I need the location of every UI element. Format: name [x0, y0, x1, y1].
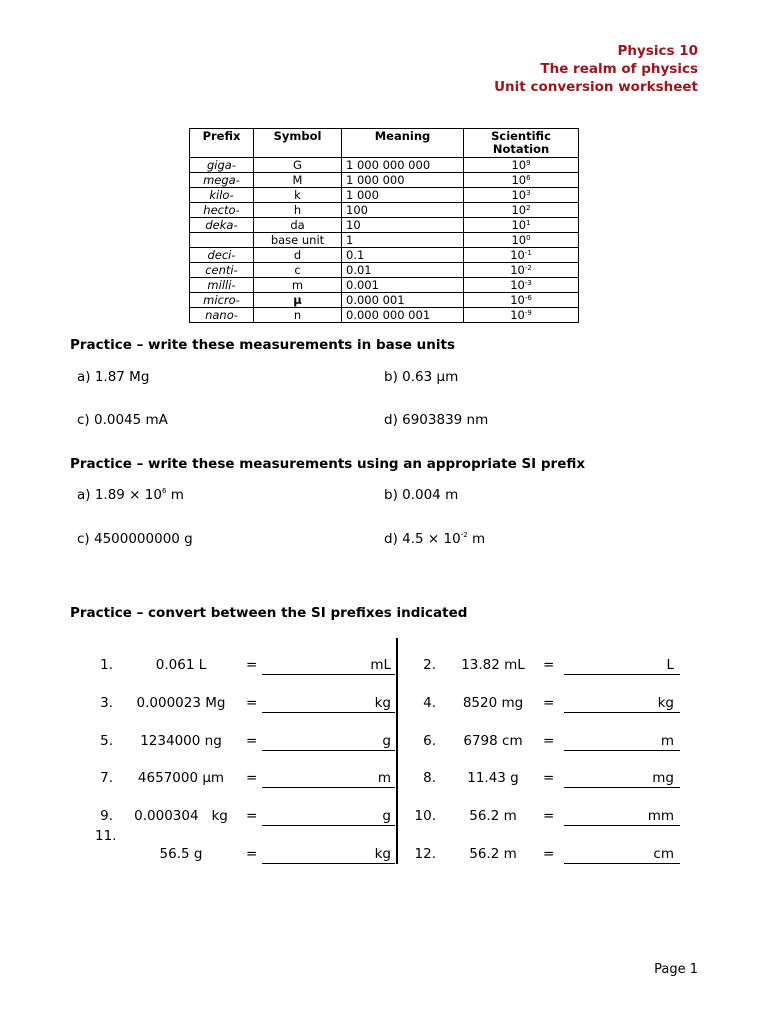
scientific-notation-cell — [464, 158, 579, 173]
symbol-cell: μ — [254, 293, 342, 308]
p2-d-base: d) 4.5 × 10 — [384, 531, 461, 547]
problem-number: 1. — [100, 657, 113, 673]
prefix-cell: giga- — [190, 158, 254, 173]
symbol-cell: c — [254, 263, 342, 278]
equals-sign: = — [543, 657, 555, 673]
meaning-cell: 0.001 — [342, 278, 464, 293]
notation-base: 10 — [510, 277, 525, 292]
problem-number: 11. — [95, 828, 117, 844]
symbol-cell: k — [254, 188, 342, 203]
prefix-cell: nano- — [190, 308, 254, 323]
given-quantity: 13.82 mL — [461, 657, 525, 673]
problem-number: 3. — [100, 695, 113, 711]
given-quantity: 56.2 m — [469, 808, 517, 824]
scientific-notation-cell — [464, 263, 579, 278]
equals-sign: = — [246, 808, 258, 824]
answer-blank[interactable] — [564, 674, 680, 675]
prefix-cell: deci- — [190, 248, 254, 263]
target-unit: L — [666, 657, 674, 673]
table-row — [190, 218, 579, 233]
equals-sign: = — [246, 695, 258, 711]
given-quantity: 11.43 g — [467, 770, 519, 786]
meaning-cell: 0.01 — [342, 263, 464, 278]
symbol-cell: m — [254, 278, 342, 293]
p2-a-base: a) 1.89 × 10 — [77, 487, 162, 503]
p2-a-exponent: 6 — [161, 487, 167, 495]
prefix-cell: kilo- — [190, 188, 254, 203]
course-title: Physics 10 — [617, 43, 698, 59]
scientific-notation-cell — [464, 248, 579, 263]
answer-blank[interactable] — [564, 825, 680, 826]
table-row — [190, 248, 579, 263]
prefix-cell — [190, 233, 254, 248]
target-unit: g — [382, 733, 391, 749]
problem-number: 12. — [414, 846, 436, 862]
meaning-cell: 10 — [342, 218, 464, 233]
given-quantity: 0.000023 Mg — [136, 695, 226, 711]
answer-blank[interactable] — [564, 787, 680, 788]
notation-base: 10 — [511, 172, 527, 187]
meaning-cell: 100 — [342, 203, 464, 218]
scientific-notation-cell — [464, 173, 579, 188]
table-row — [190, 188, 579, 203]
given-quantity: 0.061 L — [155, 657, 207, 673]
prefix-cell: centi- — [190, 263, 254, 278]
p2-question-b: b) 0.004 m — [384, 487, 459, 503]
p2-question-c: c) 4500000000 g — [77, 531, 193, 547]
meaning-cell: 1 000 — [342, 188, 464, 203]
answer-blank[interactable] — [564, 863, 680, 864]
symbol-cell: G — [254, 158, 342, 173]
equals-sign: = — [543, 808, 555, 824]
unit-title: The realm of physics — [540, 61, 698, 77]
p1-question-c: c) 0.0045 mA — [77, 412, 168, 428]
target-unit: kg — [374, 695, 391, 711]
target-unit: m — [377, 770, 391, 786]
scientific-notation-cell — [464, 188, 579, 203]
meaning-cell: 1 — [342, 233, 464, 248]
notation-exponent: -6 — [524, 293, 532, 302]
conversion-row — [0, 657, 768, 677]
notation-exponent: 2 — [526, 203, 531, 212]
p2-d-unit: m — [467, 531, 486, 547]
given-quantity: 0.000304 kg — [134, 808, 228, 824]
prefix-cell: milli- — [190, 278, 254, 293]
p2-a-unit: m — [166, 487, 184, 503]
practice1-title: Practice – write these measurements in base units — [70, 337, 455, 353]
notation-base: 10 — [511, 187, 527, 202]
p2-question-a — [77, 487, 184, 503]
symbol-cell: da — [254, 218, 342, 233]
notation-base: 10 — [511, 202, 527, 217]
notation-exponent: -2 — [524, 263, 532, 272]
notation-base: 10 — [511, 232, 527, 247]
scientific-notation-cell — [464, 308, 579, 323]
given-quantity: 56.2 m — [469, 846, 517, 862]
notation-exponent: 9 — [526, 158, 531, 167]
table-row — [190, 173, 579, 188]
answer-blank[interactable] — [564, 750, 680, 751]
conversion-row — [0, 808, 768, 828]
scientific-notation-cell — [464, 233, 579, 248]
problem-number: 2. — [423, 657, 436, 673]
problem-number: 4. — [423, 695, 436, 711]
notation-exponent: 6 — [526, 173, 531, 182]
target-unit: mL — [370, 657, 391, 673]
target-unit: kg — [657, 695, 674, 711]
notation-base: 10 — [511, 217, 527, 232]
notation-base: 10 — [511, 157, 527, 172]
given-quantity: 6798 cm — [463, 733, 523, 749]
table-row — [190, 308, 579, 323]
conversion-row — [0, 733, 768, 753]
target-unit: m — [660, 733, 674, 749]
practice3-title: Practice – convert between the SI prefixes indicated — [70, 605, 468, 621]
document-header — [494, 42, 698, 96]
symbol-cell: M — [254, 173, 342, 188]
page-number: Page 1 — [654, 962, 698, 977]
equals-sign: = — [543, 733, 555, 749]
notation-exponent: -9 — [524, 308, 532, 317]
meaning-cell: 1 000 000 000 — [342, 158, 464, 173]
given-quantity: 4657000 μm — [137, 770, 225, 786]
si-prefix-table — [189, 128, 579, 323]
equals-sign: = — [246, 846, 258, 862]
meaning-cell: 1 000 000 — [342, 173, 464, 188]
given-quantity: 56.5 g — [159, 846, 203, 862]
problem-number: 6. — [423, 733, 436, 749]
notation-base: 10 — [510, 307, 525, 322]
table-row — [190, 293, 579, 308]
notation-base: 10 — [510, 262, 525, 277]
meaning-cell: 0.000 000 001 — [342, 308, 464, 323]
equals-sign: = — [543, 846, 555, 862]
p1-question-a: a) 1.87 Mg — [77, 369, 150, 385]
target-unit: cm — [653, 846, 674, 862]
scientific-notation-cell — [464, 278, 579, 293]
p1-question-b: b) 0.63 μm — [384, 369, 459, 385]
target-unit: kg — [374, 846, 391, 862]
problem-number: 7. — [100, 770, 113, 786]
p2-question-d — [384, 531, 485, 547]
scientific-notation-cell — [464, 218, 579, 233]
conversion-row — [0, 846, 768, 866]
col-symbol: Symbol — [254, 129, 342, 158]
p1-question-d: d) 6903839 nm — [384, 412, 489, 428]
notation-base: 10 — [510, 292, 525, 307]
table-row — [190, 158, 579, 173]
notation-exponent: 3 — [526, 188, 531, 197]
answer-blank[interactable] — [564, 712, 680, 713]
notation-base: 10 — [510, 247, 525, 262]
notation-exponent: 1 — [526, 218, 531, 227]
prefix-cell: hecto- — [190, 203, 254, 218]
target-unit: g — [382, 808, 391, 824]
table-header-row — [190, 129, 579, 158]
table-row — [190, 263, 579, 278]
given-quantity: 1234000 ng — [140, 733, 222, 749]
table-row — [190, 278, 579, 293]
symbol-cell: h — [254, 203, 342, 218]
given-quantity: 8520 mg — [462, 695, 524, 711]
equals-sign: = — [246, 733, 258, 749]
notation-exponent: -1 — [524, 248, 532, 257]
practice2-title: Practice – write these measurements using an appropriate SI prefix — [70, 456, 586, 472]
equals-sign: = — [246, 770, 258, 786]
p2-d-exponent: -2 — [460, 531, 468, 539]
table-row — [190, 233, 579, 248]
table-row — [190, 203, 579, 218]
problem-number: 9. — [100, 808, 113, 824]
table-body — [190, 158, 579, 323]
meaning-cell: 0.000 001 — [342, 293, 464, 308]
problem-number: 8. — [423, 770, 436, 786]
target-unit: mm — [647, 808, 674, 824]
col-meaning: Meaning — [342, 129, 464, 158]
prefix-cell: micro- — [190, 293, 254, 308]
target-unit: mg — [652, 770, 674, 786]
worksheet-title: Unit conversion worksheet — [494, 79, 698, 95]
conversion-row — [0, 695, 768, 715]
symbol-cell: d — [254, 248, 342, 263]
conversion-row — [0, 770, 768, 790]
symbol-cell: n — [254, 308, 342, 323]
problem-number: 10. — [414, 808, 436, 824]
equals-sign: = — [543, 770, 555, 786]
col-scientific-notation: Scientific Notation — [464, 129, 579, 158]
col-prefix: Prefix — [190, 129, 254, 158]
scientific-notation-cell — [464, 203, 579, 218]
symbol-cell: base unit — [254, 233, 342, 248]
prefix-cell: deka- — [190, 218, 254, 233]
equals-sign: = — [543, 695, 555, 711]
scientific-notation-cell — [464, 293, 579, 308]
meaning-cell: 0.1 — [342, 248, 464, 263]
problem-number: 5. — [100, 733, 113, 749]
notation-exponent: 0 — [526, 233, 531, 242]
equals-sign: = — [246, 657, 258, 673]
notation-exponent: -3 — [524, 278, 532, 287]
prefix-cell: mega- — [190, 173, 254, 188]
